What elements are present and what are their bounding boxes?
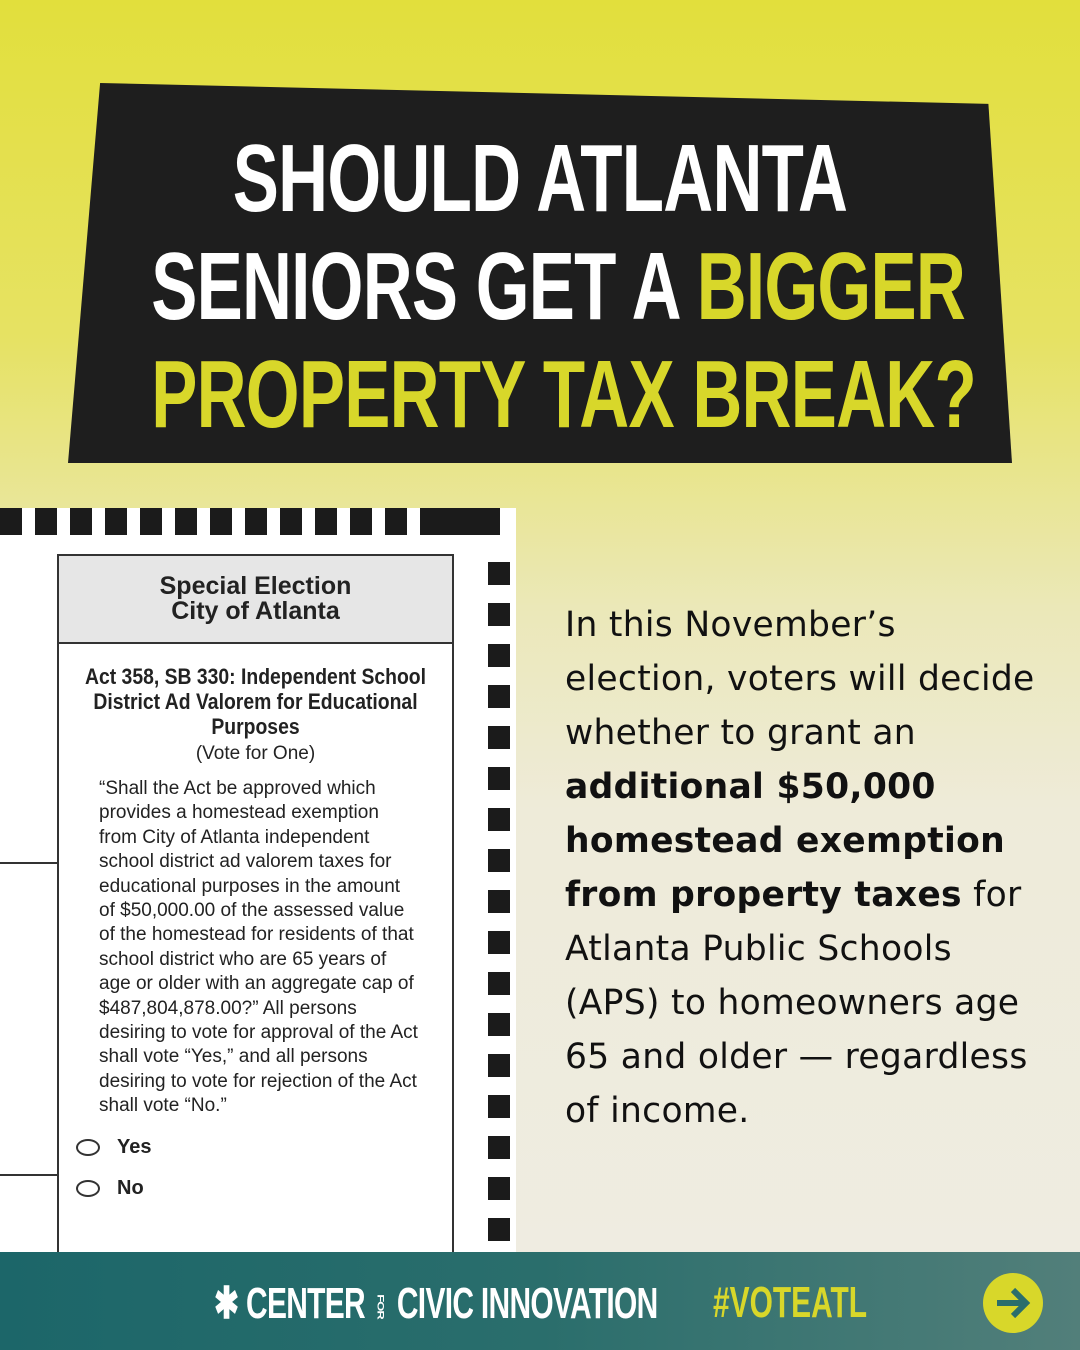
logo-text: CENTER — [246, 1279, 365, 1328]
footer — [0, 1252, 1080, 1350]
hashtag: #VOTEATL — [713, 1278, 868, 1327]
ballot-option-yes — [76, 1127, 452, 1168]
headline-line-2-white: SENIORS GET A — [151, 233, 697, 340]
org-logo — [214, 1278, 657, 1329]
ballot-act-title: Act 358, SB 330: Independent School District Ad Valorem for Educational Purposes — [84, 664, 427, 739]
description-text-end: for Atlanta Public Schools (APS) to homeowners age 65 and older — regardless of income. — [565, 875, 1028, 1131]
description-text: In this November’s election, voters will decide whether to grant an — [565, 605, 1035, 753]
description-bold: additional $50,000 homestead exemption from property taxes — [565, 767, 1005, 915]
headline-line-2 — [151, 233, 966, 341]
logo-for: FOR — [375, 1294, 387, 1319]
ballot-header-line-2: City of Atlanta — [171, 597, 340, 625]
ballot-question-box — [57, 554, 454, 1252]
ballot-option-no — [76, 1168, 452, 1209]
ballot-header-line-1: Special Election — [159, 572, 352, 600]
headline-line-3: PROPERTY TAX BREAK? — [151, 341, 977, 448]
next-arrow-button[interactable] — [983, 1273, 1043, 1333]
arrow-right-icon — [994, 1286, 1032, 1320]
ballot-header — [59, 556, 452, 644]
ballot-divider — [0, 862, 58, 864]
ballot-timing-marks-top — [0, 508, 510, 535]
radio-circle-icon — [76, 1139, 100, 1156]
logo-text-2: CIVIC INNOVATION — [396, 1279, 658, 1328]
ballot-timing-marks-right — [488, 562, 510, 1252]
headline-line-1: SHOULD ATLANTA — [232, 125, 848, 232]
option-label: No — [117, 1176, 144, 1199]
option-label: Yes — [117, 1135, 152, 1158]
description — [565, 598, 1035, 1138]
ballot-vote-for: (Vote for One) — [195, 743, 316, 764]
ballot-question-text: “Shall the Act be approved which provides a homestead exemption from City of Atlanta independent school district ad valorem taxes for educational purposes in the amount of $50,000.00 of the assessed value of the homestead for residents of that school district who are 65 years of age or older with an aggregate cap of $487,804,878.00?” All persons desiring to vote for approval of the Act shall vote “Yes,” and all persons desiring to vote for rejection of the Act shall vote “No.” — [99, 778, 418, 1117]
ballot-divider — [0, 1174, 58, 1176]
headline — [0, 125, 1080, 449]
headline-line-2-yellow: BIGGER — [696, 233, 966, 340]
asterisk-icon: ✱ — [214, 1279, 239, 1328]
ballot-image — [0, 508, 516, 1252]
radio-circle-icon — [76, 1180, 100, 1197]
